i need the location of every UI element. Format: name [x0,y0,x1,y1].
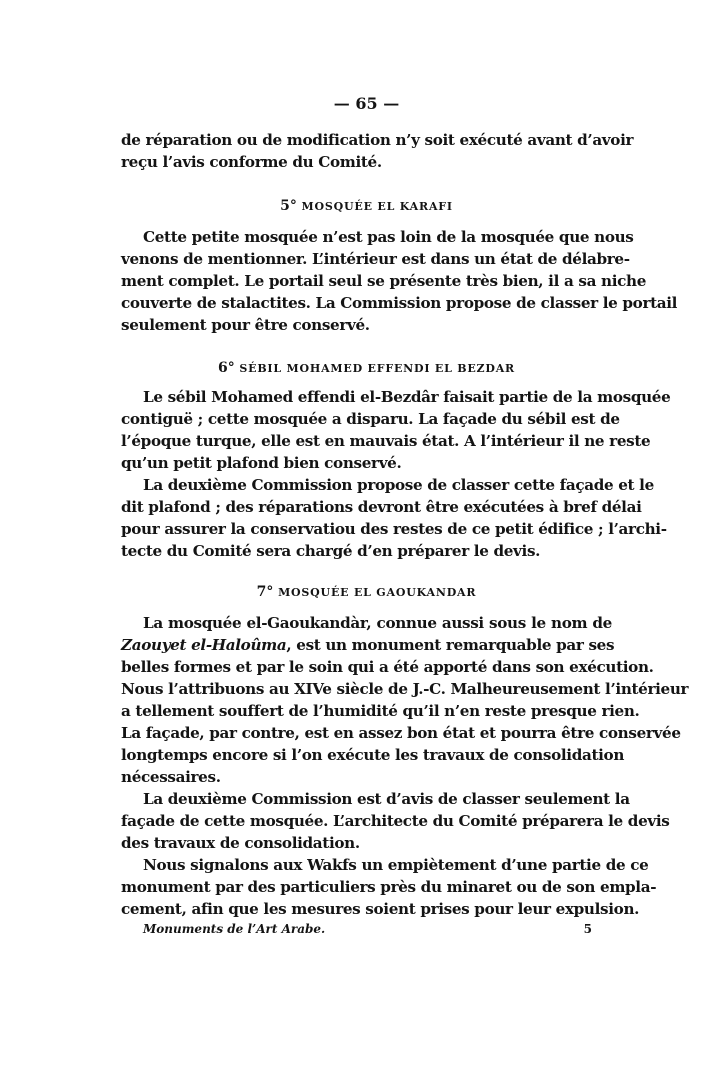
text-line: La façade, par contre, est en assez bon état et pourra être conservée [121,724,681,742]
footer-title: Monuments de l’Art Arabe. [143,922,326,936]
text-line: La deuxième Commission est d’avis de classer seulement la [143,790,630,808]
text-line: tecte du Comité sera chargé d’en préparer le devis. [121,542,541,560]
signature-mark: 5 [583,922,592,936]
section-heading: 7° MOSQUÉE EL GAOUKANDAR [256,584,477,600]
text-line: l’époque turque, elle est en mauvais état. A l’intérieur il ne reste [121,432,651,450]
section-heading: 6° SÉBIL MOHAMED EFFENDI EL BEZDAR [218,360,515,376]
text-line: Le sébil Mohamed effendi el-Bezdâr faisait partie de la mosquée [143,388,671,406]
text-line: couverte de stalactites. La Commission propose de classer le portail [121,294,678,312]
text-line: dit plafond ; des réparations devront être exécutées à bref délai [121,498,642,516]
text-line: monument par des particuliers près du minaret ou de son empla- [121,878,657,896]
text-line: venons de mentionner. L’intérieur est dans un état de délabre- [121,250,630,268]
text-line: façade de cette mosquée. L’architecte du Comité préparera le devis [121,812,670,830]
text-line: La deuxième Commission propose de classer cette façade et le [143,476,654,494]
text-line: cement, afin que les mesures soient prises pour leur expulsion. [121,900,640,918]
text-line: Cette petite mosquée n’est pas loin de la mosquée que nous [143,228,634,246]
section-heading: 5° MOSQUÉE EL KARAFI [280,198,453,214]
text-line: seulement pour être conservé. [121,316,370,334]
text-line: pour assurer la conservatiou des restes de ce petit édifice ; l’archi- [121,520,667,538]
text-line: La mosquée el-Gaoukandàr, connue aussi sous le nom de [143,614,612,632]
text-line: ment complet. Le portail seul se présente très bien, il a sa niche [121,272,647,290]
text-line: Nous signalons aux Wakfs un empiètement d’une partie de ce [143,856,649,874]
text-line: belles formes et par le soin qui a été apporté dans son exécution. [121,658,654,676]
text-line: Nous l’attribuons au XIVe siècle de J.-C. Malheureusement l’intérieur [121,680,689,698]
italic-name: Zaouyet el-Haloûma [121,636,287,654]
text-line: longtemps encore si l’on exécute les travaux de consolidation [121,746,625,764]
text-line: Zaouyet el-Haloûma, est un monument remarquable par ses [121,636,615,654]
text-line: nécessaires. [121,768,221,786]
text-line: des travaux de consolidation. [121,834,360,852]
text-line: contiguë ; cette mosquée a disparu. La façade du sébil est de [121,410,620,428]
text-line: qu’un petit plafond bien conservé. [121,454,402,472]
text-line: a tellement souffert de l’humidité qu’il n’en reste presque rien. [121,702,640,720]
page-number: — 65 — [333,94,400,113]
text-line: de réparation ou de modification n’y soit exécuté avant d’avoir [121,131,634,149]
text-line: reçu l’avis conforme du Comité. [121,153,382,171]
